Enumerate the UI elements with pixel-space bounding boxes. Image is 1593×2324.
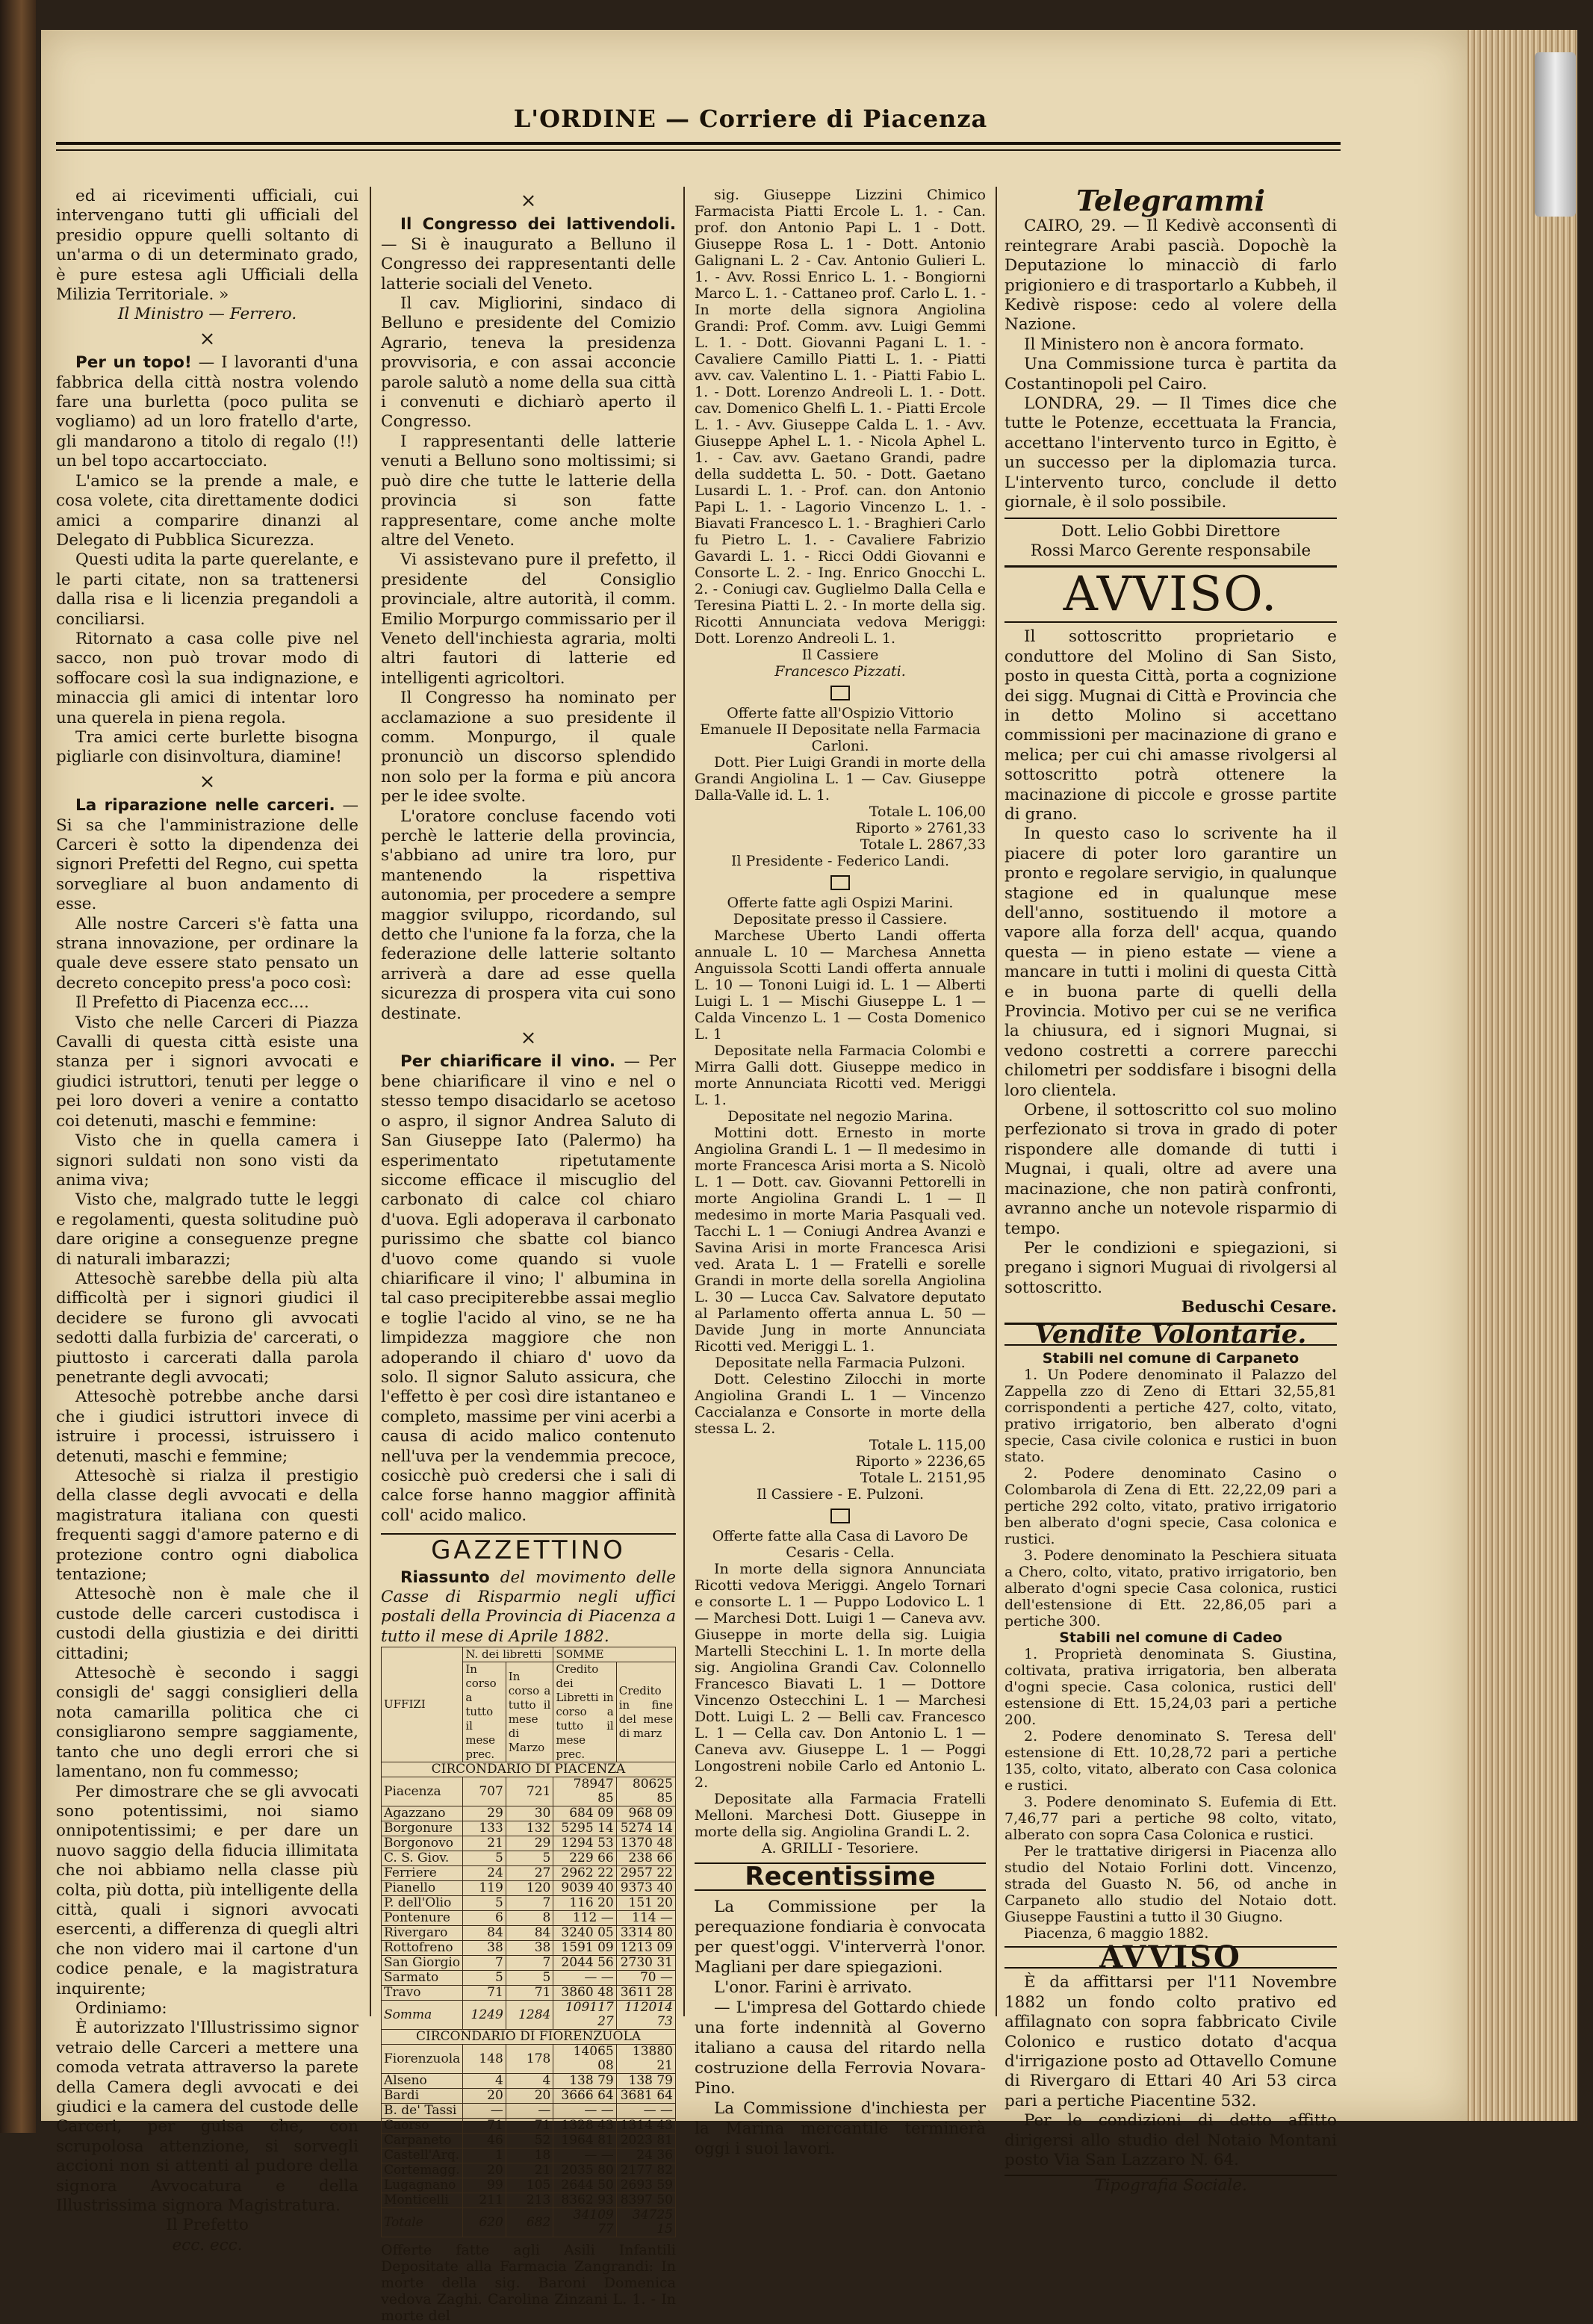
table-cell: 8362 93: [553, 2193, 616, 2208]
table-row: [382, 2089, 676, 2104]
article-heading: Il Congresso dei lattivendoli.: [400, 215, 676, 234]
table-cell: Monticelli: [382, 2193, 463, 2208]
table-cell: 38: [463, 1941, 506, 1956]
table-cell: 71: [506, 2119, 553, 2134]
table-cell: 1249: [463, 2001, 506, 2030]
table-cell: San Giorgio: [382, 1956, 463, 1971]
table-cell: Somma: [382, 2001, 463, 2030]
table-cell: 1314 43: [616, 2119, 675, 2134]
manager-line: Rossi Marco Gerente responsabile: [1030, 541, 1311, 560]
table-row: [382, 1956, 676, 1971]
section-title: Recentissime: [695, 1862, 986, 1891]
table-subheader: CIRCONDARIO DI PIACENZA: [382, 1762, 676, 1777]
table-cell: Travo: [382, 1986, 463, 2001]
signature: Il Presidente - Federico Landi.: [730, 853, 950, 869]
table-row: [382, 2178, 676, 2193]
paragraph: In morte della signora Annunciata Ricotti vedova Meriggi. Angelo Tornari e consorte L. 1 — Puppo Lodovico L. 1 — Marchesi Dott. Luigi 1 — Caneva avv. Giuseppe in morte della sig. Luigia Martelli Stecchini L. 1. In morte della sig. Angiolina Grandi Cav. Colonnello Francesco Biavati L. 1 — Dottore Vincenzo Ostecchini L. 1 — Marchesi Dott. Luigi L. 2 — Belli cav. Francesco L. 1 — Cella cav. Don Antonio L. 1 — Caneva avv. Giuseppe L. 1 — Poggi Longostreni nobile Carlo ed Antonio L. 2.: [695, 1561, 986, 1791]
book-binding: [0, 0, 36, 2133]
article-text: — Si è inaugurato a Belluno il Congresso dei rappresentanti delle latterie sociali del Veneto.: [381, 234, 676, 293]
signature: A. GRILLI - Tesoriere.: [761, 1840, 919, 1857]
subheading: Offerte fatte alla Casa di Lavoro De Cesaris - Cella.: [712, 1528, 969, 1561]
table-row: [382, 1866, 676, 1881]
table-cell: — —: [616, 2104, 675, 2119]
table-cell: 21: [506, 2163, 553, 2178]
page-edges: [1464, 30, 1577, 2121]
separator-icon: [695, 1507, 986, 1523]
column-rule: [370, 187, 371, 2016]
table-cell: 5: [463, 1851, 506, 1866]
table-row: [382, 1971, 676, 1986]
table-cell: 684 09: [553, 1806, 616, 1821]
table-cell: Rottofreno: [382, 1941, 463, 1956]
table-cell: Pianello: [382, 1881, 463, 1896]
newspaper-page: [41, 30, 1468, 2324]
paragraph: [56, 796, 358, 914]
table-cell: 78947 85: [553, 1777, 616, 1806]
table-subheader: CIRCONDARIO DI FIORENZUOLA: [382, 2030, 676, 2045]
table-cell: 24: [463, 1866, 506, 1881]
table-cell: 211: [463, 2193, 506, 2208]
signature: Il Ministro — Ferrero.: [117, 305, 297, 324]
table-cell: Agazzano: [382, 1806, 463, 1821]
table-row: [382, 1851, 676, 1866]
article-text: — I lavoranti d'una fabbrica della città nostra volendo fare una burletta (poco pulita se vogliamo) ad un loro fratello d'arte, gli mandarono a titolo di regalo (!!) un bel topo accartocciato.: [56, 353, 358, 471]
table-cell: Alseno: [382, 2074, 463, 2089]
table-cell: 8: [506, 1911, 553, 1926]
table-cell: 30: [506, 1806, 553, 1821]
table-row: [382, 2193, 676, 2208]
total-line: Riporto » 2761,33: [855, 820, 986, 836]
table-cell: 46: [463, 2134, 506, 2149]
paragraph: Vi assistevano pure il prefetto, il presidente del Consiglio provinciale, altre autorità, il comm. Emilio Morpurgo commissario per il Veneto dell'inchiesta agraria, molti altri fautori di latterie ed intelligenti agricoltori.: [381, 550, 676, 688]
table-cell: Lugagnano: [382, 2178, 463, 2193]
section-title: Telegrammi: [1076, 184, 1265, 217]
paragraph: Tra amici certe burlette bisogna pigliarle con disinvoltura, diamine!: [56, 727, 358, 767]
paragraph: La Commissione per la perequazione fondiaria è convocata per quest'oggi. V'interverrà l'onor. Magliani per dare spiegazioni.: [695, 1898, 986, 1977]
table-cell: 2035 80: [553, 2163, 616, 2178]
table-cell: 213: [506, 2193, 553, 2208]
table-cell: 2023 81: [616, 2134, 675, 2149]
table-cell: 24 36: [616, 2149, 675, 2163]
table-row: [382, 2104, 676, 2119]
article-text: — Si sa che l'amministrazione delle Carceri è sotto la dipendenza dei signori Prefetti del Regno, cui spetta sorvegliare al buon andamento di esse.: [56, 796, 358, 914]
table-cell: 120: [506, 1881, 553, 1896]
table-cell: 99: [463, 2178, 506, 2193]
table-header: Credito dei Libretti in corso a tutto il mese prec.: [553, 1662, 616, 1762]
paragraph: Per dimostrare che se gli avvocati sono potentissimi, noi siamo onnipotentissimi; e per dare un nuovo saggio della fiducia illimitata che noi abbiamo nella classe più colta, più dotta, più intelligente della città, quali i signori avvocati esercenti, a differenza di quegli altri che non videro mai il cartone d'un codice penale, e la magistratura inquirente;: [56, 1782, 358, 1998]
paragraph: Mottini dott. Ernesto in morte Angiolina Grandi L. 1 — Il medesimo in morte Francesca Arisi morta a S. Nicolò L. 1 — Dott. cav. Giovanni Pettorelli in morte Angiolina Grandi L. 1 — Il medesimo in morte Maria Pasquali ved. Tacchi L. 1 — Coniugi Andrea Avanzi e Savina Arisi in morte Francesca Arisi ved. Arata L. 1 — Fratelli e sorelle Grandi in morte della sorella Angiolina L. 30 — Lucca Cav. Salvatore deputato al Parlamento offerta annua L. 50 — Davide Jung in morte Annunciata Ricotti ved. Meriggi L. 1.: [695, 1125, 986, 1355]
table-cell: 5: [506, 1851, 553, 1866]
table-cell: 721: [506, 1777, 553, 1806]
paragraph: Ritornato a casa colle pive nel sacco, non può trovar modo di soffocare così la sua indignazione, e minaccia gli amici di intentar loro una querela in piena regola.: [56, 629, 358, 727]
table-cell: 5: [463, 1896, 506, 1911]
table-cell: Sarmato: [382, 1971, 463, 1986]
section-title: Vendite Volontarie.: [1004, 1323, 1337, 1346]
table-cell: 8397 50: [616, 2193, 675, 2208]
signature: Francesco Pizzati.: [774, 663, 906, 680]
paragraph: Dott. Celestino Zilocchi in morte Angiolina Grandi L. 1 — Vincenzo Caccialanza e Consorte in morte della stessa L. 2.: [695, 1371, 986, 1437]
table-cell: 52: [506, 2134, 553, 2149]
paragraph: — L'impresa del Gottardo chiede una forte indennità al Governo italiano a causa del ritardo nella costruzione della Ferrovia Novara-Pino.: [695, 1998, 986, 2098]
article-text: del movimento delle Casse di Risparmio negli uffici postali della Provincia di Piacenza a tutto il mese di Aprile 1882.: [381, 1568, 676, 1646]
separator-icon: ×: [199, 327, 216, 350]
signature: ecc. ecc.: [172, 2235, 243, 2255]
table-header: UFFIZI: [382, 1647, 463, 1762]
table-row: [382, 2163, 676, 2178]
table-cell: 27: [506, 1866, 553, 1881]
table-cell: Caorso: [382, 2119, 463, 2134]
table-header: N. dei libretti: [463, 1647, 553, 1662]
table-cell: 1591 09: [553, 1941, 616, 1956]
table-cell: Piacenza: [382, 1777, 463, 1806]
table-cell: 34109 77: [553, 2208, 616, 2237]
table-cell: 3240 05: [553, 1926, 616, 1941]
table-cell: 3681 64: [616, 2089, 675, 2104]
column-4: [1004, 184, 1337, 2196]
table-cell: 13880 21: [616, 2045, 675, 2074]
paragraph: Dott. Pier Luigi Grandi in morte della Grandi Angiolina L. 1 — Cav. Giuseppe Dalla-Valle id. L. 1.: [695, 754, 986, 804]
subheading: Stabili nel comune di Carpaneto: [1042, 1349, 1299, 1367]
paragraph: ed ai ricevimenti ufficiali, cui intervengano tutti gli ufficiali del presidio oppure quelli soltanto di un'arma o di un determinato grado, è pure estesa agli Ufficiali della Milizia Territoriale. »: [56, 187, 358, 305]
table-row: [382, 1896, 676, 1911]
paragraph: Attesochè è secondo i saggi consigli de' saggi consiglieri della nota camarilla politica che ci consigliarono sempre saggiamente, tanto che uno degli errori che si lamentano, non fu commesso;: [56, 1664, 358, 1782]
table-cell: 133: [463, 1821, 506, 1836]
table-cell: 178: [506, 2045, 553, 2074]
table-cell: Fiorenzuola: [382, 2045, 463, 2074]
table-cell: 5: [506, 1971, 553, 1986]
paragraph: Depositate alla Farmacia Fratelli Melloni. Marchesi Dott. Giuseppe in morte della sig. Angiolina Grandi L. 2.: [695, 1791, 986, 1840]
paragraph: L'oratore concluse facendo voti perchè le latterie della provincia, s'abbiano ad unire tra loro, pur mantenendo la rispettiva autonomia, per procedere a sempre maggior sviluppo, ricordando, sul detto che l'unione fa la forza, che la federazione delle latterie soltanto arriverà a dare ad esse quella sicurezza di prospera vita cui sono destinate.: [381, 807, 676, 1023]
table-cell: 4: [506, 2074, 553, 2089]
subheading: Depositate nella Farmacia Pulzoni.: [715, 1355, 966, 1371]
table-row: [382, 2045, 676, 2074]
total-line: Totale L. 2867,33: [860, 836, 986, 853]
table-cell: 148: [463, 2045, 506, 2074]
table-cell: Bardi: [382, 2089, 463, 2104]
paragraph: Il cav. Migliorini, sindaco di Belluno e presidente del Comizio Agrario, teneva la presidenza provvisoria, e con assai acconcie parole salutò a nome della sua città i convenuti e dichiarò aperto il Congresso.: [381, 294, 676, 432]
table-row: [382, 1806, 676, 1821]
table-row: [382, 1986, 676, 2001]
column-3: [695, 187, 986, 2159]
table-cell: Carpaneto: [382, 2134, 463, 2149]
article-heading: Riassunto: [400, 1568, 490, 1587]
table-cell: Totale: [382, 2208, 463, 2237]
table-row: [382, 2119, 676, 2134]
table-cell: 9373 40: [616, 1881, 675, 1896]
column-rule: [683, 187, 685, 2016]
table-cell: 38: [506, 1941, 553, 1956]
table-cell: 2957 22: [616, 1866, 675, 1881]
table-cell: 2962 22: [553, 1866, 616, 1881]
table-cell: 9039 40: [553, 1881, 616, 1896]
table-cell: 2177 82: [616, 2163, 675, 2178]
subheading: Stabili nel comune di Cadeo: [1059, 1629, 1282, 1646]
table-cell: — —: [553, 1971, 616, 1986]
table-cell: 7: [506, 1896, 553, 1911]
table-cell: 7: [506, 1956, 553, 1971]
paragraph: Questi udita la parte querelante, e le parti citate, non sa trattenersi dalla risa e li licenzia pregandoli a conciliarsi.: [56, 550, 358, 629]
printer-line: Tipografia Sociale.: [1004, 2175, 1337, 2196]
table-cell: 20: [506, 2089, 553, 2104]
table-header: Credito in fine del mese di marz: [616, 1662, 675, 1762]
table-cell: 34725 15: [616, 2208, 675, 2237]
table-row: [382, 2134, 676, 2149]
signature: Il Cassiere: [801, 647, 879, 663]
paragraph: Alle nostre Carceri s'è fatta una strana innovazione, per ordinare la quale deve essere stato pensato un decreto concepito press'a poco così:: [56, 914, 358, 992]
table-cell: 620: [463, 2208, 506, 2237]
paragraph: Depositate nella Farmacia Colombi e Mirra Galli dott. Giuseppe medico in morte Annunciata Ricotti ved. Meriggi L. 1.: [695, 1043, 986, 1108]
table-row: [382, 1926, 676, 1941]
table-cell: Cortemagg.: [382, 2163, 463, 2178]
table-cell: 132: [506, 1821, 553, 1836]
table-cell: 968 09: [616, 1806, 675, 1821]
signature: Beduschi Cesare.: [1181, 1298, 1337, 1317]
notice-title: AVVISO.: [1004, 565, 1337, 623]
article-heading: Per chiarificare il vino.: [400, 1052, 616, 1072]
subheading: Depositate nel negozio Marina.: [727, 1108, 953, 1125]
table-cell: 29: [463, 1806, 506, 1821]
paragraph: [381, 215, 676, 294]
table-cell: 18: [506, 2149, 553, 2163]
separator-icon: ×: [520, 1027, 537, 1050]
paragraph: 3. Podere denominato S. Eufemia di Ett. 7,46,77 pari a pertiche 98 colto, vitato, alberato con sopra Casa Colonica e rustici.: [1004, 1793, 1337, 1843]
table-cell: 229 66: [553, 1851, 616, 1866]
table-row: [382, 2001, 676, 2030]
paragraph: L'onor. Farini è arrivato.: [714, 1978, 913, 1997]
table-cell: 29: [506, 1836, 553, 1851]
paragraph: Attesochè sarebbe della più alta difficoltà per i signori giudici il decidere se furono gli avvocati sedotti dalla furbizia de' carcerati, o piuttosto i carcerati dalla parola penetrante degli avvocati;: [56, 1269, 358, 1387]
table-cell: 1964 81: [553, 2134, 616, 2149]
table-row: [382, 2149, 676, 2163]
date-line: Piacenza, 6 maggio 1882.: [1024, 1924, 1209, 1942]
metal-clip: [1535, 52, 1576, 217]
table-cell: 1328 43: [553, 2119, 616, 2134]
notice-title: AVVISO: [1004, 1946, 1337, 1969]
table-cell: 119: [463, 1881, 506, 1896]
column-2: [381, 187, 676, 2324]
paragraph: I rappresentanti delle latterie venuti a Belluno sono moltissimi; si può dire che tutte le latterie della provincia si son fatte rappresentare, come anche molte altre del Veneto.: [381, 432, 676, 550]
paragraph: Il Prefetto di Piacenza ecc....: [75, 993, 309, 1013]
paragraph: sig. Giuseppe Lizzini Chimico Farmacista Piatti Ercole L. 1. - Can. prof. don Antonio Papi L. 1 - Dott. Giuseppe Rosa L. 1 - Dott. Antonio Galignani L. 2 - Cav. Antonio Gulieri L. 1. - Avv. Rossi Enrico L. 1. - Bongiorni Marco L. 1. - Cattaneo prof. Carlo L. 1. - In morte della signora Angiolina Grandi: Prof. Comm. avv. Luigi Gemmi L. 1. - Dott. Giovanni Pagani L. 1. - Cavaliere Camillo Piatti L. 1. - Piatti avv. cav. Valentino L. 1. - Piatti Fabio L. 1. - Dott. Lorenzo Andreoli L. 1. - Dott. cav. Domenico Ghelfi L. 1. - Piatti Ercole L. 1. - Avv. Giuseppe Calda L. 1. - Avv. Giuseppe Aphel L. 1. - Nicola Aphel L. 1. - Cav. avv. Gaetano Grandi, padre della suddetta L. 50. - Dott. Gaetano Lusardi L. 1. - Prof. can. don Antonio Papi L. 1. - Lagorio Vincenzo L. 1. - Biavati Francesco L. 1. - Braghieri Carlo fu Pietro L. 1. - Cavaliere Fabrizio Gavardi L. 1. - Ricci Oddi Giovanni e Consorte L. 2. - Ing. Enrico Gnocchi L. 2. - Coniugi cav. Guglielmo Dalla Cella e Teresina Piatti L. 2. - In morte della sig. Ricotti Annunciata vedova Meriggi: Dott. Lorenzo Andreoli L. 1.: [695, 187, 986, 647]
table-cell: 21: [463, 1836, 506, 1851]
table-cell: 7: [463, 1956, 506, 1971]
table-header: In corso a tutto il mese di Marzo: [506, 1662, 553, 1762]
paragraph: L'amico se la prende a male, e cosa volete, cita direttamente dodici amici a comparire dinanzi al Delegato di Pubblica Sicurezza.: [56, 471, 358, 550]
table-cell: 112014 73: [616, 2001, 675, 2030]
paragraph: Il Congresso ha nominato per acclamazione a suo presidente il comm. Monpurgo, il quale pronunciò un discorso splendido non solo per la forma e più ancora per le idee svolte.: [381, 689, 676, 807]
total-line: Totale L. 2151,95: [860, 1470, 986, 1486]
table-cell: 71: [506, 1986, 553, 2001]
paragraph: Il sottoscritto proprietario e conduttore del Molino di San Sisto, posto in questa Città, porta a cognizione dei sigg. Mugnai di Città e Provincia che in detto Molino si accettano commissioni per macinazione di grano e melica; per cui chi amasse rivolgersi al sottoscritto potrà ottenere la macinazione di piccole e grosse partite di grano.: [1004, 627, 1337, 824]
table-cell: Castell'Arq.: [382, 2149, 463, 2163]
table-cell: 238 66: [616, 1851, 675, 1866]
table-row: [382, 2208, 676, 2237]
table-cell: — —: [553, 2149, 616, 2163]
table-cell: 5274 14: [616, 1821, 675, 1836]
table-cell: C. S. Giov.: [382, 1851, 463, 1866]
paragraph: Una Commissione turca è partita da Costantinopoli pel Cairo.: [1004, 355, 1337, 394]
total-line: Totale L. 106,00: [869, 804, 986, 820]
paragraph: Visto che nelle Carceri di Piazza Cavalli di questa città esiste una stanza per i signori avvocati e giudici istruttori, tenuti per legge o pei loro doveri a venire a contatto coi detenuti, maschi e femmine:: [56, 1013, 358, 1131]
table-cell: 4: [463, 2074, 506, 2089]
paragraph: Marchese Uberto Landi offerta annuale L. 10 — Marchesa Annetta Anguissola Scotti Landi offerta annuale L. 10 — Tononi Luigi id. L. 1 — Alberti Luigi L. 1 — Mischi Giuseppe L. 1 — Calda Vincenzo L. 1 — Costa Domenico L. 1: [695, 928, 986, 1043]
paragraph: Per le condizioni di detto affitto dirigersi allo studio del Notaio Montani posto Via San Lazzaro N. 64.: [1004, 2111, 1337, 2169]
paragraph: Orbene, il sottoscritto col suo molino perfezionato si trova in grado di poter rispondere alle domande di tutti i Mugnai, i quali, oltre ad avere una macinazione, che non patirà confronti, avranno anche un notevole risparmio di tempo.: [1004, 1101, 1337, 1238]
paragraph: La Commissione d'inchiesta per la Marina mercantile terminerà oggi i suoi lavori.: [695, 2099, 986, 2158]
table-cell: —: [506, 2104, 553, 2119]
table-cell: Rivergaro: [382, 1926, 463, 1941]
subheading: Offerte fatte all'Ospizio Vittorio Emanuele II Depositate nella Farmacia Carloni.: [700, 705, 981, 754]
table-cell: 1213 09: [616, 1941, 675, 1956]
article-heading: La riparazione nelle carceri.: [75, 796, 335, 815]
paragraph: Per le condizioni e spiegazioni, si pregano i signori Muguai di rivolgersi al sottoscritto.: [1004, 1238, 1337, 1297]
top-rule-thin: [56, 149, 1341, 151]
paragraph: Per le trattative dirigersi in Piacenza allo studio del Notaio Forlini dott. Vincenzo, strada del Guasto N. 56, od anche in Carpaneto allo studio del Notaio dott. Giuseppe Faustini a tutto il 30 Giugno.: [1004, 1842, 1337, 1925]
subheading: Offerte fatte agli Ospizi Marini. Depositate presso il Cassiere.: [727, 895, 954, 928]
table-cell: 2044 56: [553, 1956, 616, 1971]
table-cell: 84: [463, 1926, 506, 1941]
table-row: [382, 1777, 676, 1806]
article-text: — Per bene chiarificare il vino e nel o stesso tempo disacidarlo se acetoso o aspro, il signor Andrea Saluto di San Giuseppe Iato (Palermo) ha esperimentato ripetutamente siccome efficace il miscuglio del carbonato di calce col chiaro d'uova. Egli adoperava il carbonato purissimo che sbatte col bianco d'uovo come quando si vuole chiarificare il vino; l' albumina in tal caso precipiterebbe assai meglio e toglie l'acido al vino, se ne ha limpidezza maggiore che non adoperando il chiaro d' uovo da solo. Il signor Saluto assicura, che l'effetto è per così dire istantaneo e completo, massime per vini acerbi a causa di acido malico contenuto nell'uva per la vendemmia precoce, cosicchè può credersi che i sali di calce forse hanno maggior affinità coll' acido malico.: [381, 1052, 677, 1525]
separator-icon: ×: [520, 190, 537, 212]
table-cell: 84: [506, 1926, 553, 1941]
table-cell: 114 —: [616, 1911, 675, 1926]
paragraph: Il Ministero non è ancora formato.: [1024, 335, 1305, 354]
table-cell: 707: [463, 1777, 506, 1806]
paragraph: [56, 353, 358, 471]
paragraph: [381, 1052, 676, 1526]
table-cell: 1294 53: [553, 1836, 616, 1851]
paragraph: Visto che, malgrado tutte le leggi e regolamenti, questa solitudine può dare origine a conseguenze pregne di naturali imbarazzi;: [56, 1190, 358, 1269]
paragraph: 2. Podere denominato S. Teresa dell' estensione di Ett. 10,28,72 pari a pertiche 135, colto, vitato, alberato con Casa colonica e rustici.: [1004, 1727, 1337, 1794]
separator-icon: ×: [199, 770, 216, 793]
paragraph: È da affittarsi per l'11 Novembre 1882 un fondo colto prativo ed affilagnato con sopra fabbricato Civile Colonico e rustico dotato d'acqua d'irrigazione posto ad Ottavello Comune di Rivergaro di Ettari 40 Ari 53 circa pari a pertiche Piacentine 532.: [1004, 1973, 1337, 2110]
table-cell: 2730 31: [616, 1956, 675, 1971]
table-cell: 71: [463, 1986, 506, 2001]
table-cell: 5: [463, 1971, 506, 1986]
table-row: [382, 1941, 676, 1956]
table-cell: — —: [553, 2104, 616, 2119]
paragraph: CAIRO, 29. — Il Kedivè acconsentì di reintegrare Arabi pascià. Dopochè la Deputazione lo minacciò di farlo prigioniero e di trasportarlo a Kubbeh, il Kedivè rispose: cedo al volere della Nazione.: [1004, 217, 1337, 335]
table-cell: 1370 48: [616, 1836, 675, 1851]
table-cell: 2693 59: [616, 2178, 675, 2193]
table-cell: Borgonure: [382, 1821, 463, 1836]
table-cell: 70 —: [616, 1971, 675, 1986]
separator-icon: [695, 874, 986, 890]
table-cell: P. dell'Olio: [382, 1896, 463, 1911]
table-cell: 3860 48: [553, 1986, 616, 2001]
paragraph: Visto che in quella camera i signori suldati non sono visti da anima viva;: [56, 1131, 358, 1190]
table-cell: 20: [463, 2163, 506, 2178]
article-heading: Per un topo!: [75, 353, 192, 373]
table-cell: Pontenure: [382, 1911, 463, 1926]
paragraph: Ordiniamo:: [75, 1998, 167, 2018]
signature: Il Prefetto: [166, 2216, 249, 2235]
paragraph: LONDRA, 29. — Il Times dice che tutte le Potenze, eccettuata la Francia, accettano l'intervento turco in Egitto, è un successo per la diplomazia turca. L'intervento turco, conclude il detto giornale, è il solo possibile.: [1004, 394, 1337, 512]
top-rule: [56, 142, 1341, 145]
table-row: [382, 1911, 676, 1926]
editor-line: Dott. Lelio Gobbi Direttore: [1004, 518, 1337, 541]
signature: Il Cassiere - E. Pulzoni.: [757, 1486, 924, 1503]
column-rule: [996, 187, 997, 2016]
table-cell: 682: [506, 2208, 553, 2237]
paragraph: 2. Podere denominato Casino o Colombarola di Zena di Ett. 22,22,09 pari a pertiche 292 colto, vitato, prativo irrigatorio ben alberato d'ogni specie, Casa colonica e rustici.: [1004, 1464, 1337, 1547]
table-cell: Borgonovo: [382, 1836, 463, 1851]
table-cell: 138 79: [616, 2074, 675, 2089]
column-1: [56, 187, 358, 2255]
table-cell: 112 —: [553, 1911, 616, 1926]
table-row: [382, 1836, 676, 1851]
table-cell: 3611 28: [616, 1986, 675, 2001]
paragraph: Attesochè non è male che il custode delle carceri custodisca i custodi della giustizia e dei diritti cittadini;: [56, 1585, 358, 1663]
table-cell: Ferriere: [382, 1866, 463, 1881]
table-cell: 2644 50: [553, 2178, 616, 2193]
table-cell: —: [463, 2104, 506, 2119]
masthead: L'ORDINE — Corriere di Piacenza: [513, 105, 988, 133]
paragraph: Offerte fatte agli Asili Infantili Depositate alla Farmacia Zangrandi: In morte della sig. Baroni Domenica vedova Zaghi. Carolina Zinzani L. 1. - In morte del: [381, 2242, 676, 2324]
table-cell: 151 20: [616, 1896, 675, 1911]
savings-table: [381, 1647, 676, 2237]
table-cell: 3314 80: [616, 1926, 675, 1941]
table-cell: 1284: [506, 2001, 553, 2030]
table-cell: 109117 27: [553, 2001, 616, 2030]
table-header: In corso a tutto il mese prec.: [463, 1662, 506, 1762]
total-line: Riporto » 2236,65: [855, 1453, 986, 1470]
paragraph: In questo caso lo scrivente ha il piacere di poter loro garantire un pronto e regolare servigio, in qualunque stagione ed in qualunque mese dell'anno, sostituendo il motore a vapore alla forza dell' acqua, quando questa — in pieno estate — viene a mancare in tutti i molini di questa Città e in buona parte di quelli della Provincia. Motivo per cui se ne verifica la chiusura, ed i signori Mugnai, si vedono costretti a correre parecchi chilometri per soddisfare i bisogni della loro clientela.: [1004, 824, 1337, 1100]
table-cell: 1: [463, 2149, 506, 2163]
table-cell: 105: [506, 2178, 553, 2193]
table-cell: 116 20: [553, 1896, 616, 1911]
section-title: GAZZETTINO: [381, 1533, 676, 1560]
table-cell: 71: [463, 2119, 506, 2134]
table-cell: 14065 08: [553, 2045, 616, 2074]
table-cell: 6: [463, 1911, 506, 1926]
paragraph: Attesochè si rialza il prestigio della classe degli avvocati e della magistratura italiana con questi frequenti saggi d'amore paterno e di protezione contro ogni diabolica tentazione;: [56, 1467, 358, 1585]
table-row: [382, 1881, 676, 1896]
paragraph: [381, 1568, 676, 1647]
total-line: Totale L. 115,00: [869, 1437, 986, 1453]
table-cell: 20: [463, 2089, 506, 2104]
table-cell: 138 79: [553, 2074, 616, 2089]
paragraph: Attesochè potrebbe anche darsi che i giudici istruttori invece di istruire i processi, istruissero i detenuti, maschi e femmine;: [56, 1388, 358, 1466]
paragraph: 1. Un Podere denominato il Palazzo del Zappella zzo di Zeno di Ettari 32,55,81 corrispondenti a pertiche 427, colto, vitato, prativo irrigatorio, ben alberato d'ogni specie, Casa civile colonica e rustici in buon stato.: [1004, 1366, 1337, 1465]
table-cell: B. de' Tassi: [382, 2104, 463, 2119]
table-cell: 5295 14: [553, 1821, 616, 1836]
paragraph: È autorizzato l'Illustrissimo signor vetraio delle Carceri a mettere una comoda vetrata attraverso la parete della Camera degli avvocati e dei giudici e la camera del custode delle Carceri, per guisa che, con scrupolosa attenzione, si sorvegli accioni non si attenti al pudore della signora Avvocatura e della Illustrissima signora Magistratura.: [56, 2019, 358, 2216]
table-header: SOMME: [553, 1647, 676, 1662]
table-row: [382, 1821, 676, 1836]
paragraph: 1. Proprietà denominata S. Giustina, coltivata, prativa irrigatoria, ben alberata d'ogni specie. Casa colonica, rustici dell' estensione di Ett. 15,24,03 pari a pertiche 200.: [1004, 1645, 1337, 1728]
table-cell: 3666 64: [553, 2089, 616, 2104]
table-cell: 80625 85: [616, 1777, 675, 1806]
table-row: [382, 2074, 676, 2089]
separator-icon: [695, 684, 986, 700]
paragraph: 3. Podere denominato la Peschiera situata a Chero, colto, vitato, prativo irrigatorio, ben alberato d'ogni specie Casa colonica, rustici dell'estensione di Ett. 22,86,05 pari a pertiche 300.: [1004, 1547, 1337, 1629]
